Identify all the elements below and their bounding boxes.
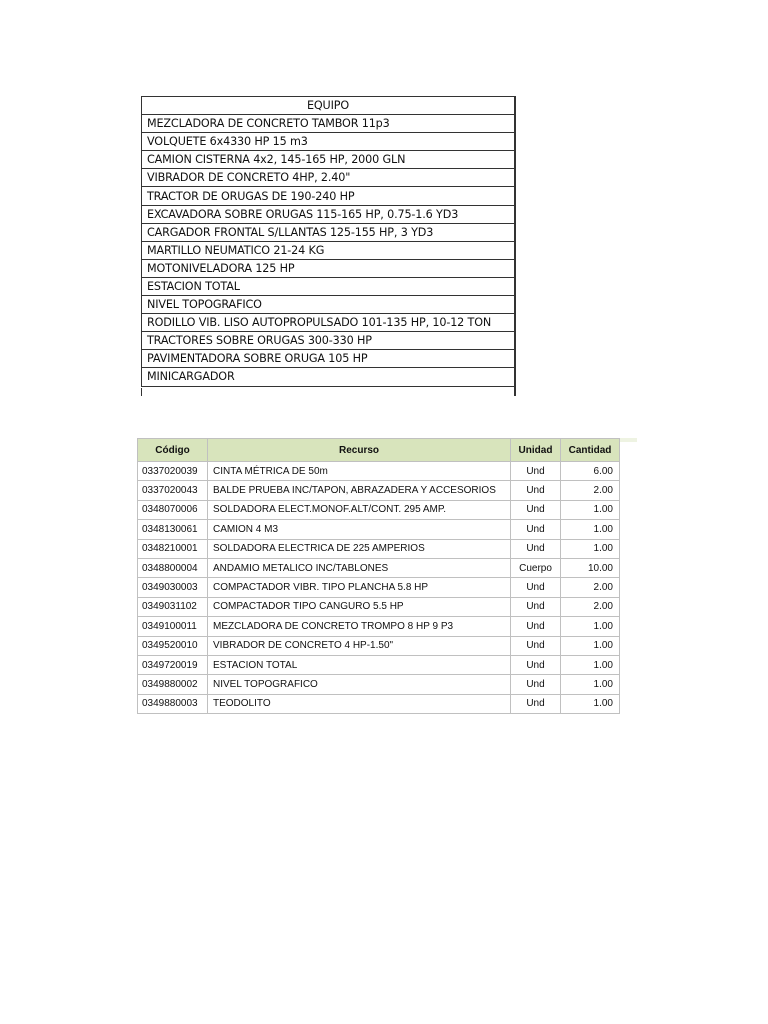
cell-codigo: 0349520010 — [138, 636, 208, 655]
cell-recurso: CAMION 4 M3 — [208, 520, 511, 539]
cell-codigo: 0349031102 — [138, 597, 208, 616]
equipo-item: VOLQUETE 6x4330 HP 15 m3 — [142, 133, 515, 151]
equipo-row — [142, 151, 515, 169]
cell-recurso: COMPACTADOR TIPO CANGURO 5.5 HP — [208, 597, 511, 616]
table-row — [138, 500, 620, 519]
cell-recurso: ANDAMIO METALICO INC/TABLONES — [208, 558, 511, 577]
cell-unidad: Und — [511, 636, 561, 655]
equipo-item: ESTACION TOTAL — [142, 277, 515, 295]
cell-codigo: 0349880003 — [138, 694, 208, 713]
equipo-right-border — [514, 96, 516, 396]
equipo-item: MOTONIVELADORA 125 HP — [142, 259, 515, 277]
cell-codigo: 0348210001 — [138, 539, 208, 558]
cell-unidad: Und — [511, 462, 561, 481]
equipo-item: MINICARGADOR — [142, 368, 515, 386]
cell-codigo: 0348070006 — [138, 500, 208, 519]
cell-cantidad: 2.00 — [561, 578, 620, 597]
cell-cantidad: 2.00 — [561, 597, 620, 616]
header-recurso: Recurso — [208, 439, 511, 462]
cell-unidad: Und — [511, 675, 561, 694]
cell-unidad: Und — [511, 500, 561, 519]
table-row — [138, 520, 620, 539]
table-row — [138, 694, 620, 713]
cell-codigo: 0337020043 — [138, 481, 208, 500]
cell-cantidad: 2.00 — [561, 481, 620, 500]
cell-unidad: Und — [511, 578, 561, 597]
equipo-item: NIVEL TOPOGRAFICO — [142, 296, 515, 314]
cell-cantidad: 1.00 — [561, 500, 620, 519]
recursos-table — [137, 438, 620, 714]
equipo-header-row — [142, 97, 515, 115]
equipo-row — [142, 133, 515, 151]
equipo-row — [142, 332, 515, 350]
table-row — [138, 675, 620, 694]
table-row — [138, 481, 620, 500]
cell-cantidad: 1.00 — [561, 694, 620, 713]
cell-unidad: Und — [511, 520, 561, 539]
cell-unidad: Und — [511, 617, 561, 636]
cell-unidad: Cuerpo — [511, 558, 561, 577]
cell-recurso: ESTACION TOTAL — [208, 655, 511, 674]
equipo-row — [142, 296, 515, 314]
cell-recurso: SOLDADORA ELECT.MONOF.ALT/CONT. 295 AMP. — [208, 500, 511, 519]
recursos-table-section — [137, 438, 619, 714]
table-row — [138, 617, 620, 636]
header-unidad: Unidad — [511, 439, 561, 462]
cell-cantidad: 10.00 — [561, 558, 620, 577]
cell-recurso: TEODOLITO — [208, 694, 511, 713]
equipo-item: VIBRADOR DE CONCRETO 4HP, 2.40" — [142, 169, 515, 187]
cell-unidad: Und — [511, 539, 561, 558]
equipo-item: TRACTOR DE ORUGAS DE 190-240 HP — [142, 187, 515, 205]
cell-codigo: 0337020039 — [138, 462, 208, 481]
equipo-item: EXCAVADORA SOBRE ORUGAS 115-165 HP, 0.75-1.6 YD3 — [142, 205, 515, 223]
cell-recurso: CINTA MÉTRICA DE 50m — [208, 462, 511, 481]
cell-unidad: Und — [511, 597, 561, 616]
cell-unidad: Und — [511, 655, 561, 674]
equipo-item: CAMION CISTERNA 4x2, 145-165 HP, 2000 GLN — [142, 151, 515, 169]
equipo-row — [142, 205, 515, 223]
equipo-item: RODILLO VIB. LISO AUTOPROPULSADO 101-135 HP, 10-12 TON — [142, 314, 515, 332]
cell-codigo: 0349030003 — [138, 578, 208, 597]
cell-codigo: 0348130061 — [138, 520, 208, 539]
cell-recurso: MEZCLADORA DE CONCRETO TROMPO 8 HP 9 P3 — [208, 617, 511, 636]
cell-codigo: 0348800004 — [138, 558, 208, 577]
equipo-table — [141, 96, 514, 387]
equipo-item: CARGADOR FRONTAL S/LLANTAS 125-155 HP, 3 YD3 — [142, 223, 515, 241]
equipo-header: EQUIPO — [142, 97, 515, 115]
cell-recurso: VIBRADOR DE CONCRETO 4 HP-1.50" — [208, 636, 511, 655]
cell-cantidad: 1.00 — [561, 636, 620, 655]
equipo-left-border-tail — [141, 388, 142, 396]
table-row — [138, 597, 620, 616]
equipo-item: PAVIMENTADORA SOBRE ORUGA 105 HP — [142, 350, 515, 368]
equipo-item: MEZCLADORA DE CONCRETO TAMBOR 11p3 — [142, 115, 515, 133]
cell-codigo: 0349100011 — [138, 617, 208, 636]
equipo-row — [142, 169, 515, 187]
cell-recurso: BALDE PRUEBA INC/TAPON, ABRAZADERA Y ACCESORIOS — [208, 481, 511, 500]
table-row — [138, 578, 620, 597]
table-row — [138, 539, 620, 558]
equipo-row — [142, 115, 515, 133]
equipo-row — [142, 259, 515, 277]
equipo-row — [142, 314, 515, 332]
equipo-row — [142, 368, 515, 386]
equipo-row — [142, 350, 515, 368]
cell-unidad: Und — [511, 481, 561, 500]
header-highlight-edge — [619, 438, 637, 442]
equipo-row — [142, 187, 515, 205]
recursos-header-row — [138, 439, 620, 462]
equipo-row — [142, 277, 515, 295]
cell-cantidad: 1.00 — [561, 675, 620, 694]
table-row — [138, 558, 620, 577]
cell-cantidad: 1.00 — [561, 539, 620, 558]
cell-cantidad: 1.00 — [561, 520, 620, 539]
table-row — [138, 636, 620, 655]
header-cantidad: Cantidad — [561, 439, 620, 462]
cell-cantidad: 6.00 — [561, 462, 620, 481]
equipo-item: MARTILLO NEUMATICO 21-24 KG — [142, 241, 515, 259]
equipo-item: TRACTORES SOBRE ORUGAS 300-330 HP — [142, 332, 515, 350]
cell-recurso: SOLDADORA ELECTRICA DE 225 AMPERIOS — [208, 539, 511, 558]
cell-cantidad: 1.00 — [561, 617, 620, 636]
table-row — [138, 655, 620, 674]
cell-recurso: COMPACTADOR VIBR. TIPO PLANCHA 5.8 HP — [208, 578, 511, 597]
table-row — [138, 462, 620, 481]
equipo-row — [142, 241, 515, 259]
cell-recurso: NIVEL TOPOGRAFICO — [208, 675, 511, 694]
cell-codigo: 0349720019 — [138, 655, 208, 674]
equipo-table-section — [141, 96, 518, 396]
header-codigo: Código — [138, 439, 208, 462]
equipo-row — [142, 223, 515, 241]
cell-cantidad: 1.00 — [561, 655, 620, 674]
cell-codigo: 0349880002 — [138, 675, 208, 694]
cell-unidad: Und — [511, 694, 561, 713]
